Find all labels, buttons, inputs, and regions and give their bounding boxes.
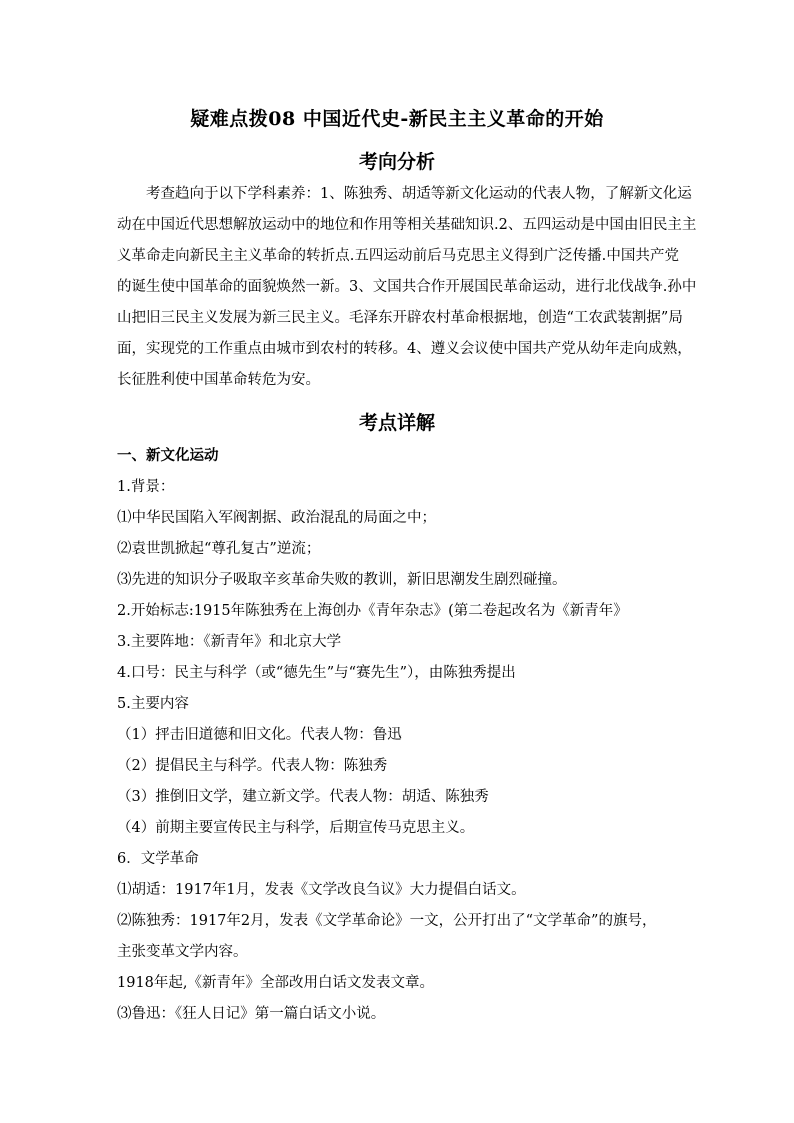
analysis-line: 面，实现党的工作重点由城市到农村的转移。4、遵义会议使中国共产党从幼年走向成熟， <box>117 341 692 357</box>
analysis-line: 山把旧三民主义发展为新三民主义。毛泽东开辟农村革命根据地，创造“工农武装割据”局 <box>117 310 683 326</box>
list-item: （4）前期主要宣传民主与科学，后期宣传马克思主义。 <box>117 820 475 836</box>
detail-content <box>117 441 697 1030</box>
list-item: 2.开始标志:1915年陈独秀在上海创办《青年杂志》(第二卷起改名为《新青年》 <box>117 603 628 619</box>
list-item: ⑶先进的知识分子吸取辛亥革命失败的教训，新旧思潮发生剧烈碰撞。 <box>117 572 567 588</box>
list-item: （1）抨击旧道德和旧文化。代表人物：鲁迅 <box>117 727 402 743</box>
list-item: （3）推倒旧文学，建立新文学。代表人物：胡适、陈独秀 <box>117 789 489 805</box>
list-item: 主张变革文学内容。 <box>117 944 248 960</box>
analysis-line: 考查趋向于以下学科素养：1、陈独秀、胡适等新文化运动的代表人物，了解新文化运 <box>146 186 692 202</box>
section-title: 一、新文化运动 <box>117 448 219 464</box>
list-item: 5.主要内容 <box>117 696 189 712</box>
list-item: （2）提倡民主与科学。代表人物：陈独秀 <box>117 758 388 774</box>
detail-heading: 考点详解 <box>358 412 435 434</box>
list-item: 1.背景： <box>117 479 175 495</box>
analysis-line: 义革命走向新民主主义革命的转折点.五四运动前后马克思主义得到广泛传播.中国共产党 <box>117 248 679 264</box>
list-item: ⑴中华民国陷入军阀割据、政治混乱的局面之中； <box>117 510 436 526</box>
document-title: 疑难点拨08 中国近代史-新民主主义革命的开始 <box>190 108 604 130</box>
list-item: 3.主要阵地：《新青年》和北京大学 <box>117 634 342 650</box>
list-item: 4.口号：民主与科学（或“德先生”与“赛先生”），由陈独秀提出 <box>117 665 516 681</box>
list-item: ⑴胡适：1917年1月，发表《文学改良刍议》大力提倡白话文。 <box>117 882 526 898</box>
list-item: ⑵袁世凯掀起“尊孔复古”逆流； <box>117 541 321 557</box>
analysis-line: 的诞生使中国革命的面貌焕然一新。3、文国共合作开展国民革命运动，进行北伐战争.孙中 <box>117 279 697 295</box>
analysis-paragraph <box>117 179 697 396</box>
list-item: ⑵陈独秀：1917年2月，发表《文学革命论》一文，公开打出了“文学革命”的旗号， <box>117 913 657 929</box>
list-item: 1918年起,《新青年》全部改用白话文发表文章。 <box>117 975 435 991</box>
analysis-heading: 考向分析 <box>358 151 435 173</box>
analysis-line: 长征胜利使中国革命转危为安。 <box>117 372 320 388</box>
analysis-line: 动在中国近代思想解放运动中的地位和作用等相关基础知识.2、五四运动是中国由旧民主主 <box>117 217 697 233</box>
list-item: ⑶鲁迅：《狂人日记》第一篇白话文小说。 <box>117 1006 386 1022</box>
list-item: 6．文学革命 <box>117 851 199 867</box>
